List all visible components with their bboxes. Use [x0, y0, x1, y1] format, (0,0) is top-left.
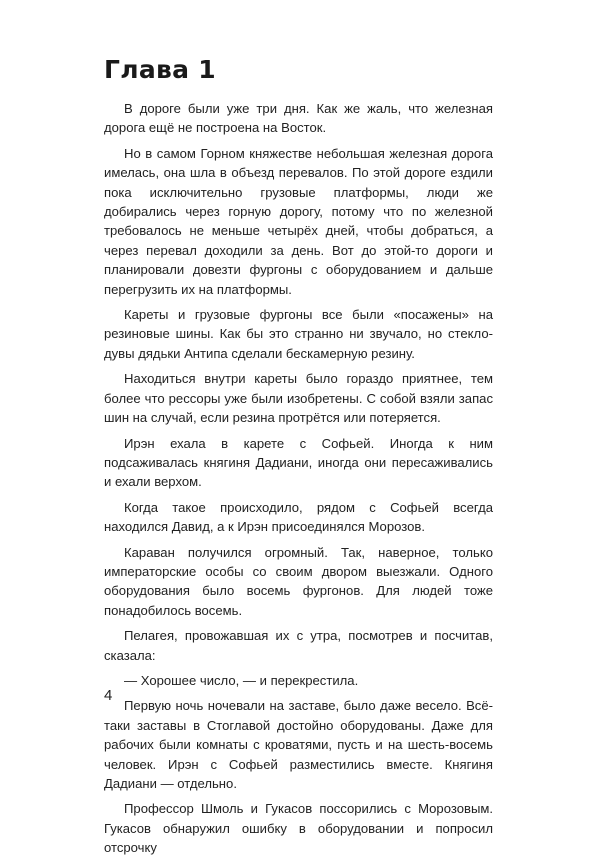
chapter-title: Глава 1: [104, 55, 216, 84]
paragraph: Пелагея, провожавшая их с утра, посмотрев и посчитав, сказала:: [104, 628, 493, 663]
paragraph: Кареты и грузовые фургоны все были «посажены» на резиновые шины. Как бы это странно ни звучало, но стеклодувы дядьки Антипа сделали бескамерную резину.: [104, 307, 493, 361]
paragraph: В дороге были уже три дня. Как же жаль, что железная дорога ещё не построена на Восток.: [104, 101, 493, 136]
paragraph: Ирэн ехала в карете с Софьей. Иногда к ним подсаживалась княгиня Дадиани, иногда они пересаживались и ехали верхом.: [104, 435, 493, 490]
paragraph: Профессор Шмоль и Гукасов поссорились с Морозовым. Гукасов обнаружил ошибку в оборудовании и попросил отсрочку: [104, 801, 493, 856]
paragraph: — Хорошее число, — и перекрестила.: [124, 672, 359, 688]
paragraph: Находиться внутри кареты было гораздо приятнее, тем более что рессоры уже были изобретены. С собой взяли запас шин на случай, если резина протрётся или потеряется.: [104, 371, 493, 426]
paragraph: Караван получился огромный. Так, наверное, только императорские особы со своим двором выезжали. Одного оборудования было восемь фургонов. Для людей тоже понадобилось восемь.: [104, 544, 493, 618]
paragraph: Когда такое происходило, рядом с Софьей всегда находился Давид, а к Ирэн присоединялся Морозов.: [104, 499, 493, 535]
paragraph: Но в самом Горном княжестве небольшая железная дорога имелась, она шла в объезд перевалов. По этой дороге ездили пока исключительно грузовые платформы, люди же добирались через горную дорогу, потому что по железной требовалось не меньше четырёх дней, чтобы добраться, а через перевал доходили за день. Вот до этой-то дороги и планировали довезти фургоны с оборудованием и дальше перегрузить их на платформы.: [104, 145, 493, 297]
paragraph: Первую ночь ночевали на заставе, было даже весело. Всё-таки заставы в Стоглавой достойно оборудованы. Даже для рабочих были комнаты с кроватями, пусть и на шесть-восемь человек. Ирэн с Софьей разместились вместе. Княгиня Дадиани — отдельно.: [104, 698, 493, 791]
page-number: 4: [104, 687, 113, 704]
chapter-body: [104, 99, 493, 864]
